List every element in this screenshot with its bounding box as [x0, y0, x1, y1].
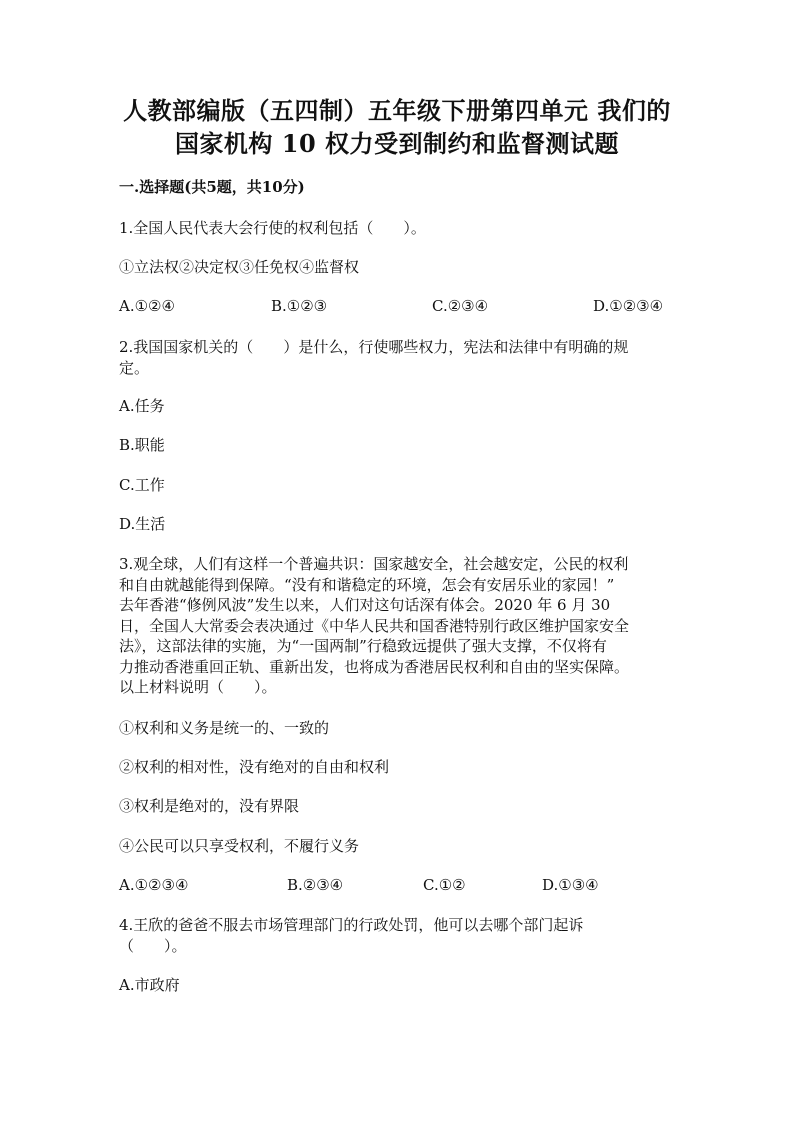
- question-4-stem-line: （ ）。: [119, 936, 187, 955]
- question-3-stem-line: 和自由就越能得到保障。“没有和谐稳定的环境，怎会有安居乐业的家园！”: [119, 575, 615, 594]
- question-3-stem-line: 以上材料说明（ ）。: [119, 678, 277, 696]
- question-3-option-a: A.①②③④: [119, 876, 189, 894]
- question-2-option-c: C.工作: [119, 476, 165, 494]
- question-3-statement-4: ④公民可以只享受权利，不履行义务: [119, 837, 360, 855]
- question-4-option-a: A.市政府: [119, 976, 180, 994]
- question-3-statement-3: ③权利是绝对的，没有界限: [119, 797, 300, 815]
- question-1-option-d: D.①②③④: [593, 297, 664, 315]
- question-4-stem: [119, 915, 679, 956]
- question-3-stem-line: 法》，这部法律的实施，为“一国两制”行稳致远提供了强大支撑，不仅将有: [119, 637, 607, 655]
- question-3-stem-line: 3.观全球，人们有这样一个普遍共识：国家越安全，社会越安定，公民的权利: [119, 555, 629, 573]
- question-3-option-d: D.①③④: [542, 876, 599, 894]
- question-3-stem: [119, 554, 679, 698]
- question-1-option-c: C.②③④: [432, 297, 489, 315]
- question-1-stem: 1.全国人民代表大会行使的权利包括（ ）。: [119, 219, 426, 237]
- question-3-option-c: C.①②: [423, 876, 466, 894]
- question-1-option-b: B.①②③: [271, 297, 328, 315]
- question-1-option-a: A.①②④: [119, 297, 175, 315]
- question-1-statement: ①立法权②决定权③任免权④监督权: [119, 258, 360, 276]
- question-3-option-b: B.②③④: [287, 876, 344, 894]
- question-3-statement-1: ①权利和义务是统一的、一致的: [119, 719, 330, 737]
- question-2-option-a: A.任务: [119, 397, 165, 415]
- document-title-line-2: 国家机构 10 权力受到制约和监督测试题: [174, 129, 620, 158]
- question-2-stem-line: 定。: [119, 358, 150, 377]
- section-heading: 一.选择题(共5题，共10分): [119, 178, 305, 196]
- document-title-line-1: 人教部编版（五四制）五年级下册第四单元 我们的: [123, 96, 671, 125]
- question-2-stem: [119, 337, 679, 378]
- question-2-option-b: B.职能: [119, 436, 165, 454]
- question-3-statement-2: ②权利的相对性，没有绝对的自由和权利: [119, 758, 390, 776]
- question-3-stem-line: 力推动香港重回正轨、重新出发，也将成为香港居民权利和自由的坚实保障。: [119, 657, 630, 676]
- question-3-stem-line: 去年香港“修例风波”发生以来，人们对这句话深有体会。2020 年 6 月 30: [119, 596, 611, 614]
- question-4-stem-line: 4.王欣的爸爸不服去市场管理部门的行政处罚，他可以去哪个部门起诉: [119, 916, 584, 934]
- question-3-stem-line: 日，全国人大常委会表决通过《中华人民共和国香港特别行政区维护国家安全: [119, 616, 630, 635]
- question-2-stem-line: 2.我国国家机关的（ ）是什么，行使哪些权力，宪法和法律中有明确的规: [119, 338, 629, 356]
- question-2-option-d: D.生活: [119, 515, 166, 533]
